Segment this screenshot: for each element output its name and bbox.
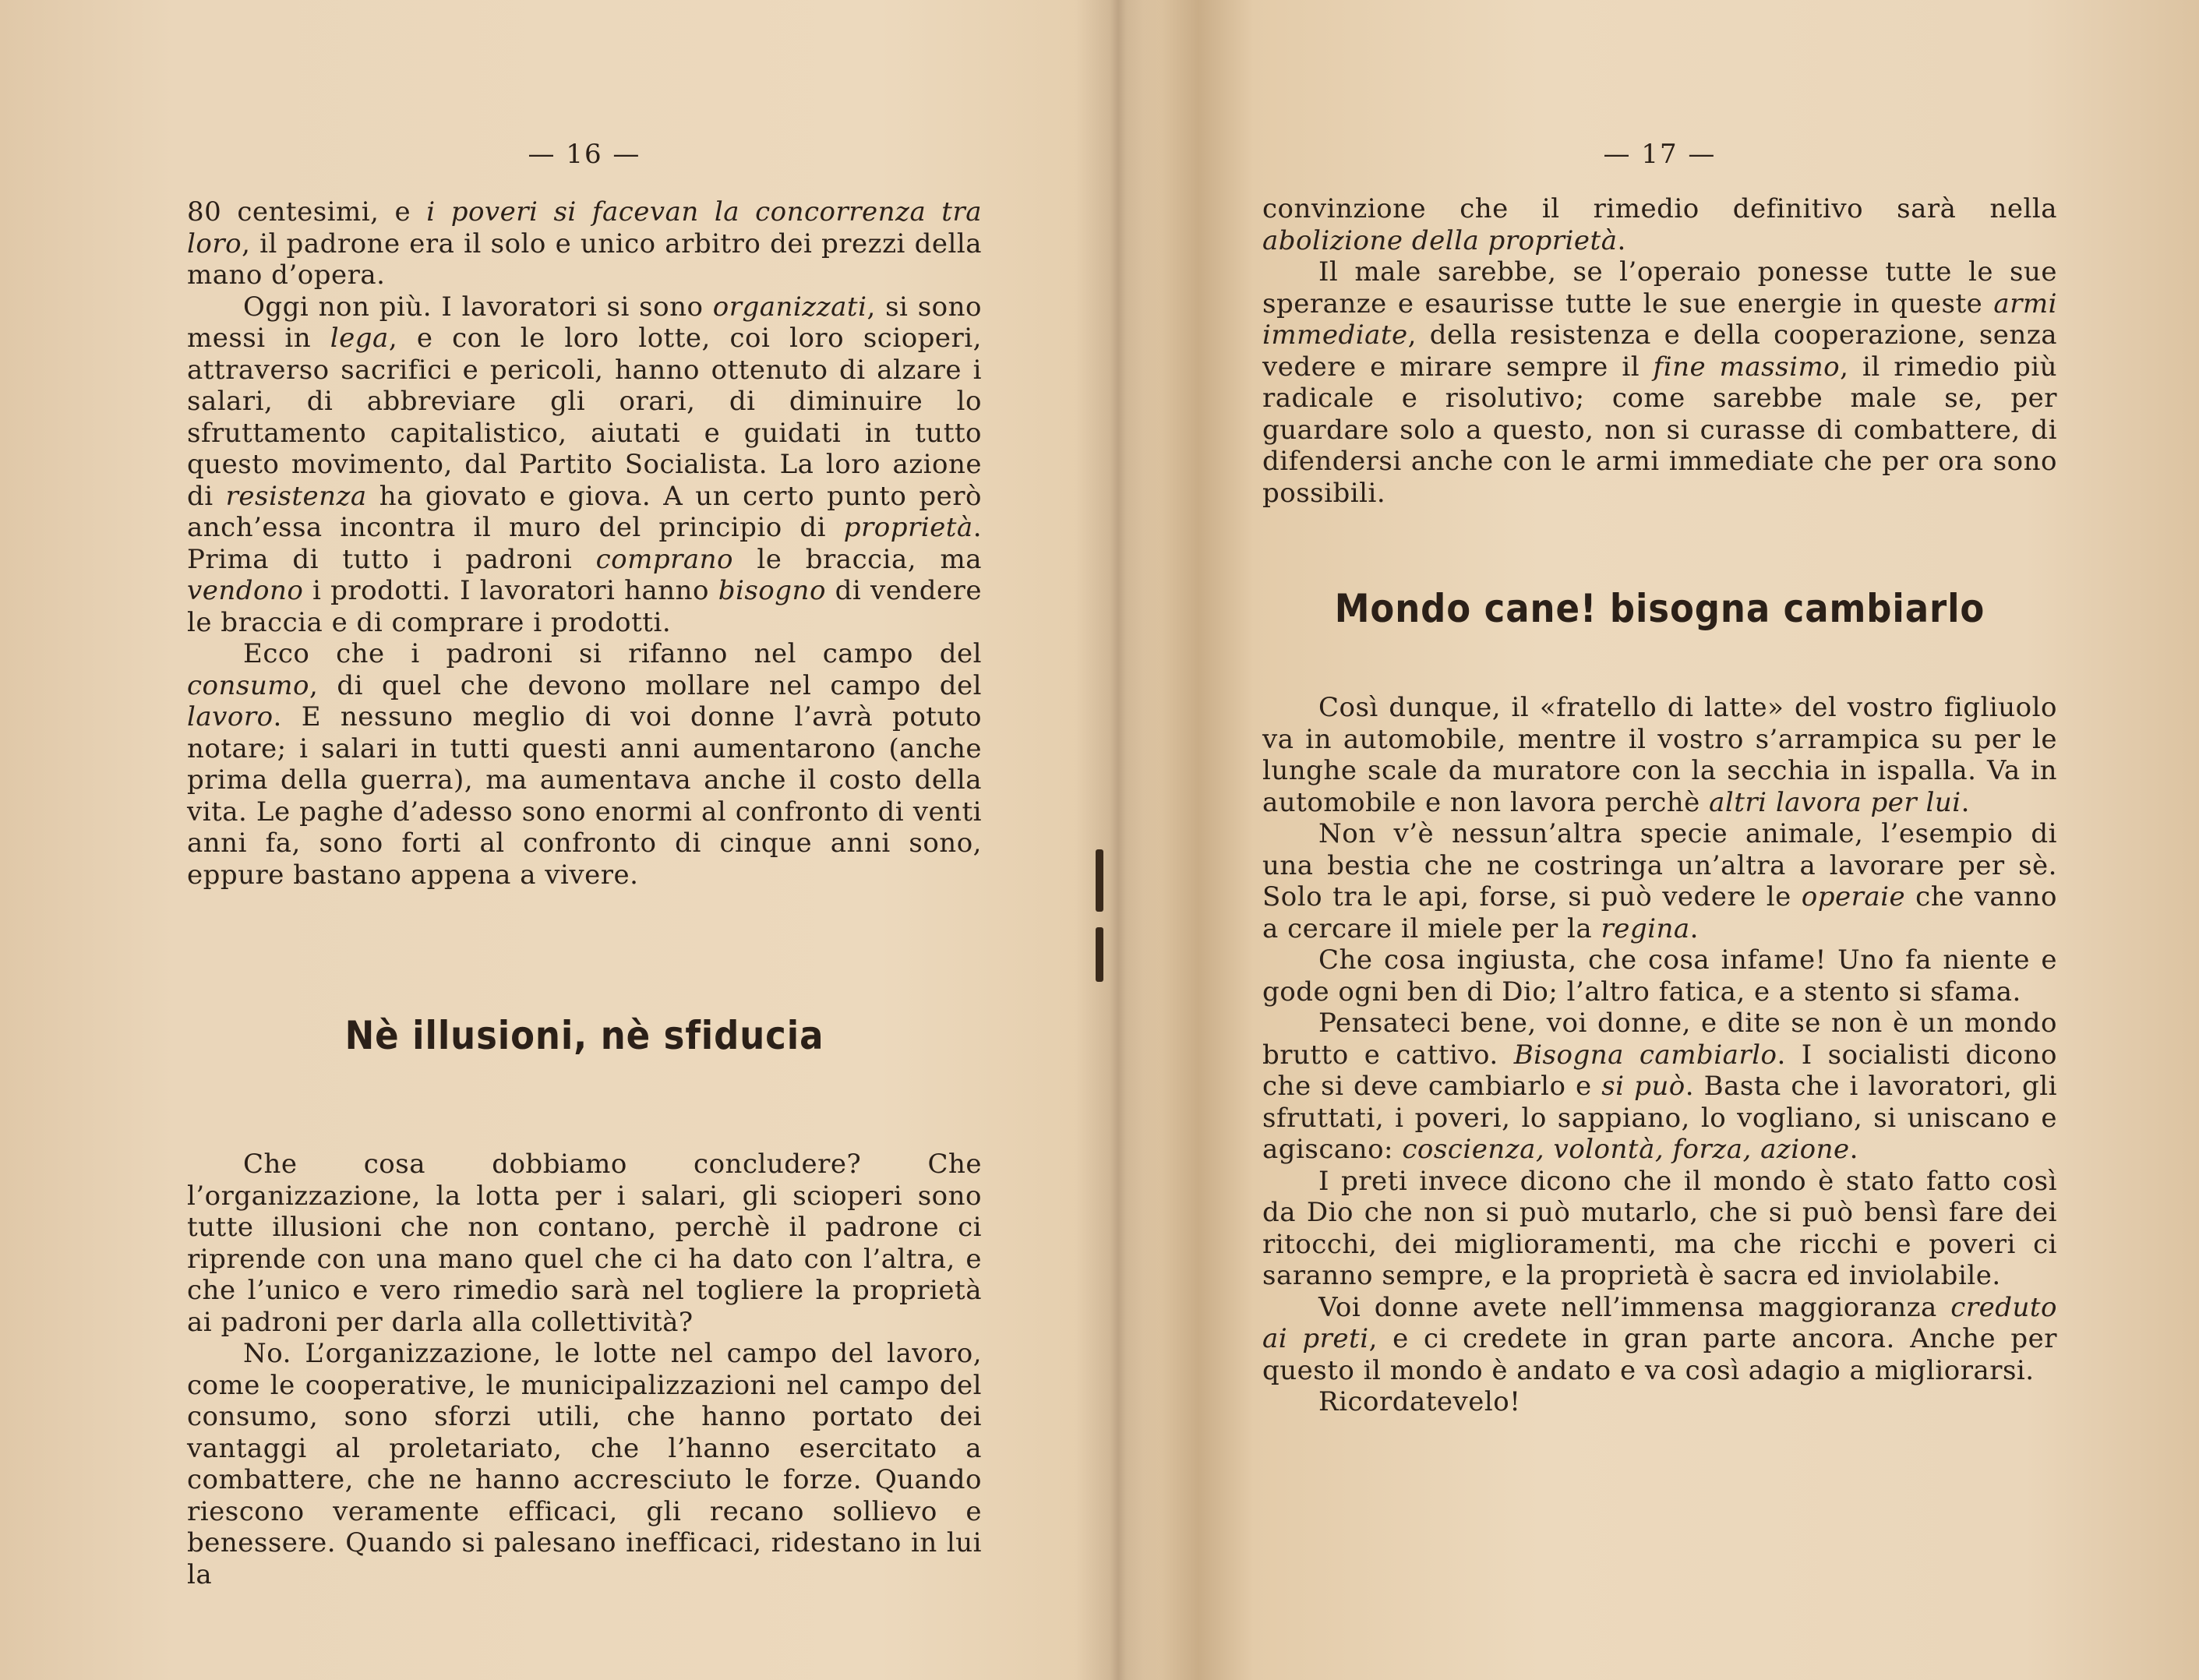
italic-text: i poveri si facevan la concorrenza tra loro: [187, 196, 982, 259]
italic-text: si può: [1601, 1071, 1685, 1102]
text-run: , di quel che devono mollare nel campo del: [309, 669, 982, 701]
text-run: .: [1849, 1134, 1858, 1165]
paragraph: [1262, 1386, 2057, 1418]
paragraph: [1262, 1166, 2057, 1292]
text-run: Oggi non più. I lavoratori si sono: [243, 291, 713, 323]
italic-text: resistenza: [225, 480, 367, 512]
text-run: Non v’è nessun’altra specie animale, l’esempio di una bestia che ne costringa un’altra a lavorare per sè. Solo tra le api, forse, si può vedere le: [1262, 818, 2057, 912]
section-heading: Nè illusioni, nè sfiducia: [344, 1013, 824, 1058]
italic-text: operaie: [1801, 881, 1906, 912]
italic-text: bisogno: [718, 575, 826, 606]
text-run: , il rimedio più radicale e risolutivo; come sarebbe male se, per guardare solo a questo, non si curasse di combattere, di difendersi anche con le armi immediate che per ora sono possibili.: [1262, 351, 2057, 509]
text-run: Voi donne avete nell’immensa maggioranza: [1318, 1291, 1951, 1323]
text-run: . E nessuno meglio di voi donne l’avrà potuto notare; i salari in tutti questi anni aumentarono (anche prima della guerra), ma aumentava anche il costo della vita. Le paghe d’adesso sono enormi al confronto di venti anni fa, sono forti al confronto di cinque anni sono, eppure bastano appena a vivere.: [187, 701, 982, 891]
text-run: .: [1961, 786, 1970, 818]
italic-text: comprano: [595, 543, 734, 575]
text-run: che vanno a cercare il miele per la: [1262, 881, 2057, 944]
italic-text: armi immediate: [1262, 288, 2057, 351]
italic-text: coscienza, volontà, forza, azione: [1402, 1134, 1850, 1165]
italic-text: regina: [1601, 912, 1690, 944]
paragraph: [1262, 692, 2057, 818]
text-run: le braccia, ma: [733, 543, 982, 575]
paragraph: [187, 291, 982, 639]
paragraph: [1262, 944, 2057, 1008]
binding-tear-mark: [1096, 849, 1103, 912]
paragraph: [1262, 256, 2057, 509]
text-run: Il male sarebbe, se l’operaio ponesse tutte le sue speranze e esaurisse tutte le sue energie in queste: [1262, 256, 2057, 319]
italic-text: lega: [330, 323, 389, 354]
italic-text: vendono: [187, 575, 304, 606]
text-run: . Prima di tutto i padroni: [187, 512, 982, 575]
text-section: [187, 1149, 982, 1590]
text-run: 80 centesimi, e: [187, 196, 427, 228]
text-run: Pensateci bene, voi donne, e dite se non è un mondo brutto e cattivo.: [1262, 1008, 2057, 1071]
text-run: .: [1617, 224, 1626, 256]
text-section: [1262, 692, 2057, 1418]
page-number: — 16 —: [528, 139, 641, 170]
text-run: , e ci credete in gran parte ancora. Anche per questo il mondo è andato e va così adagio a migliorarsi.: [1262, 1323, 2057, 1386]
text-run: Ecco che i padroni si rifanno nel campo del: [243, 638, 982, 669]
text-run: , della resistenza e della cooperazione, senza vedere e mirare sempre il: [1262, 319, 2057, 383]
text-run: Ricordatevelo!: [1318, 1386, 1521, 1417]
italic-text: altri lavora per lui: [1709, 786, 1961, 818]
paragraph: [187, 196, 982, 291]
text-run: , e con le loro lotte, coi loro scioperi, attraverso sacrifici e pericoli, hanno ottenuto di alzare i salari, di abbreviare gli orari, di diminuire lo sfruttamento capitalistico, aiutati e guidati in tutto questo movimento, dal Partito Socialista. La loro azione di: [187, 323, 982, 512]
paragraph: [1262, 193, 2057, 256]
book-gutter: [1075, 0, 1161, 1680]
text-section: [187, 196, 982, 891]
italic-text: creduto ai preti: [1262, 1291, 2057, 1354]
italic-text: lavoro: [187, 701, 274, 732]
right-page: [1262, 0, 2057, 1680]
section-heading: Mondo cane! bisogna cambiarlo: [1334, 586, 1985, 631]
text-run: Così dunque, il «fratello di latte» del vostro figliuolo va in automobile, mentre il vostro s’arrampica su per le lunghe scale da muratore con la secchia in ispalla. Va in automobile e non lavora perchè: [1262, 692, 2057, 818]
text-run: , si sono messi in: [187, 291, 983, 354]
text-run: Che cosa ingiusta, che cosa infame! Uno fa niente e gode ogni ben di Dio; l’altro fatica, e a stento si sfama.: [1262, 944, 2057, 1008]
text-run: , il padrone era il solo e unico arbitro dei prezzi della mano d’opera.: [187, 228, 982, 291]
italic-text: Bisogna cambiarlo: [1513, 1039, 1777, 1071]
paragraph: [187, 1338, 982, 1590]
text-run: .: [1689, 912, 1699, 944]
text-run: . Basta che i lavoratori, gli sfruttati, i poveri, lo sappiano, lo vogliano, si uniscano e agiscano:: [1262, 1071, 2058, 1165]
text-run: ha giovato e giova. A un certo punto però anch’essa incontra il muro del principio di: [187, 480, 982, 543]
italic-text: fine massimo: [1653, 351, 1841, 383]
italic-text: consumo: [187, 669, 309, 701]
text-run: I preti invece dicono che il mondo è stato fatto così da Dio che non si può mutarlo, che si può bensì fare dei ritocchi, dei miglioramenti, ma che ricchi e poveri ci saranno sempre, e la proprietà è sacra ed inviolabile.: [1262, 1165, 2057, 1291]
paragraph: [187, 1149, 982, 1338]
page-number: — 17 —: [1603, 139, 1717, 170]
italic-text: organizzati: [712, 291, 867, 323]
paragraph: [1262, 818, 2057, 944]
italic-text: abolizione della proprietà: [1262, 224, 1618, 256]
text-run: . I socialisti dicono che si deve cambiarlo e: [1262, 1039, 2057, 1102]
text-section: [1262, 193, 2057, 509]
left-page: [187, 0, 982, 1680]
text-run: i prodotti. I lavoratori hanno: [303, 575, 718, 606]
binding-tear-mark: [1096, 927, 1103, 982]
text-run: di vendere le braccia e di comprare i prodotti.: [187, 575, 982, 638]
text-run: convinzione che il rimedio definitivo sarà nella: [1262, 193, 2057, 224]
paragraph: [1262, 1292, 2057, 1387]
paragraph: [187, 638, 982, 891]
italic-text: proprietà: [843, 512, 973, 543]
text-run: No. L’organizzazione, le lotte nel campo del lavoro, come le cooperative, le municipalizzazioni nel campo del consumo, sono sforzi utili, che hanno portato dei vantaggi al proletariato, che l’hanno esercitato a combattere, che ne hanno accresciuto le forze. Quando riescono veramente efficaci, gli recano sollievo e benessere. Quando si palesano inefficaci, ridestano in lui la: [187, 1338, 982, 1590]
text-run: Che cosa dobbiamo concludere? Che l’organizzazione, la lotta per i salari, gli scioperi sono tutte illusioni che non contano, perchè il padrone ci riprende con una mano quel che ci ha dato con l’altra, e che l’unico e vero rimedio sarà nel togliere la proprietà ai padroni per darla alla collettività?: [187, 1149, 982, 1338]
paragraph: [1262, 1008, 2057, 1166]
